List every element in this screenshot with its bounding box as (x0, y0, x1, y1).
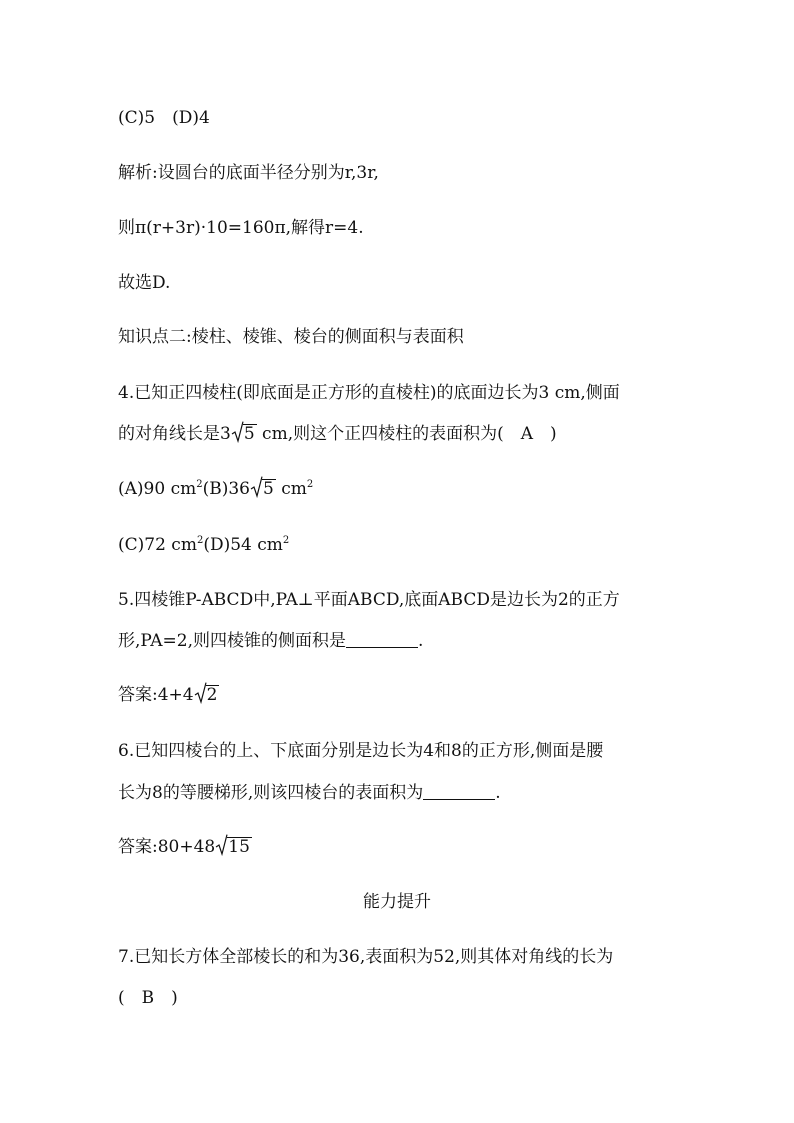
radicand: 5 (262, 479, 274, 499)
q4-stem-line-2-suffix: cm,则这个正四棱柱的表面积为( A ) (256, 424, 557, 444)
q4-option-a: (A)90 cm (118, 479, 197, 499)
answer-blank (346, 633, 418, 648)
q4-stem-line-2-prefix: 的对角线长是3 (118, 424, 231, 444)
sqrt-symbol (251, 477, 276, 501)
section-title-ability-improvement: 能力提升 (363, 892, 431, 912)
q5-stem-line-1: 5.四棱锥P-ABCD中,PA⊥平面ABCD,底面ABCD是边长为2的正方 (118, 590, 620, 610)
q5-stem-line-2-suffix: . (418, 631, 424, 651)
q5-stem-line-2-prefix: 形,PA=2,则四棱锥的侧面积是 (118, 631, 347, 651)
superscript: 2 (306, 479, 314, 490)
superscript: 2 (196, 535, 204, 546)
q3-options-c-d: (C)5 (D)4 (118, 108, 210, 128)
sqrt-symbol (232, 422, 257, 446)
q5-answer-prefix: 答案:4+4 (118, 685, 194, 705)
q4-option-d: (D)54 cm (203, 535, 283, 555)
q5-answer (118, 683, 219, 707)
q4-stem-line-1: 4.已知正四棱柱(即底面是正方形的直棱柱)的底面边长为3 cm,侧面 (118, 383, 620, 403)
q5-stem-line-2 (118, 629, 423, 653)
q6-stem-line-2-prefix: 长为8的等腰梯形,则该四棱台的表面积为 (118, 783, 424, 803)
superscript: 2 (196, 479, 203, 490)
q3-analysis-line-1: 解析:设圆台的底面半径分别为r,3r, (118, 163, 379, 183)
radicand: 2 (206, 685, 218, 705)
q4-option-b-prefix: (B)36 (202, 479, 250, 499)
superscript: 2 (282, 535, 290, 546)
q7-stem-line-2: ( B ) (118, 988, 178, 1008)
q4-options-a-b (118, 477, 313, 501)
q6-answer (118, 835, 252, 859)
q4-stem-line-2 (118, 422, 557, 446)
q4-options-c-d (118, 533, 289, 557)
q3-conclusion: 故选D. (118, 273, 171, 293)
q6-stem-line-2-suffix: . (495, 783, 501, 803)
q3-analysis-line-2: 则π(r+3r)·10=160π,解得r=4. (118, 218, 364, 238)
q7-stem-line-1: 7.已知长方体全部棱长的和为36,表面积为52,则其体对角线的长为 (118, 947, 614, 967)
q6-stem-line-2 (118, 781, 501, 805)
q4-option-c: (C)72 cm (118, 535, 197, 555)
sqrt-symbol (216, 835, 252, 859)
radicand: 15 (228, 837, 250, 857)
q6-stem-line-1: 6.已知四棱台的上、下底面分别是边长为4和8的正方形,侧面是腰 (118, 741, 604, 761)
sqrt-symbol (195, 683, 220, 707)
answer-blank (423, 785, 495, 800)
q6-answer-prefix: 答案:80+48 (118, 837, 216, 857)
q4-option-b-unit: cm (275, 479, 307, 499)
section-title-knowledge-point-2: 知识点二:棱柱、棱锥、棱台的侧面积与表面积 (118, 327, 464, 347)
radicand: 5 (243, 424, 255, 444)
